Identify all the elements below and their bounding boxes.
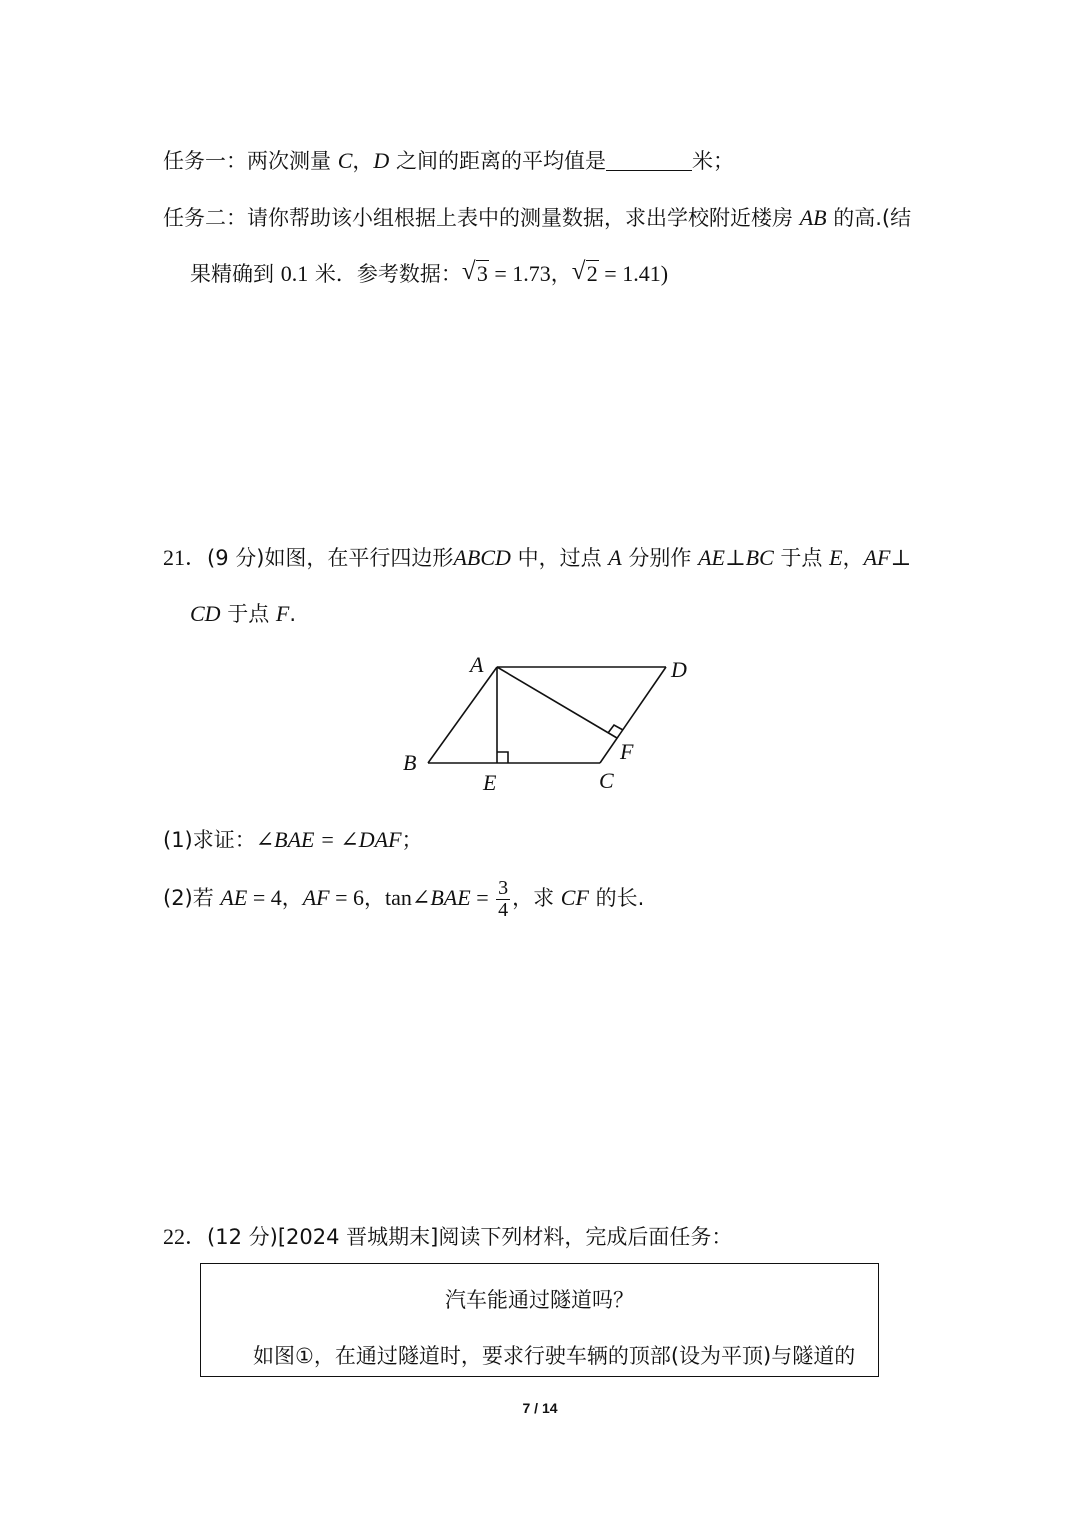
q22-number: 22．: [163, 1224, 208, 1249]
page-current: 7: [522, 1400, 531, 1416]
part1-prefix: (1)求证：: [163, 828, 256, 852]
task2-text-after: 的高.(结: [826, 206, 912, 230]
var-c: C: [337, 148, 353, 173]
q22-line: [163, 1226, 732, 1248]
q21-a: A: [608, 545, 622, 570]
fraction-denominator: 4: [498, 898, 509, 921]
task1-sep: ，: [352, 149, 374, 173]
part1-suffix: ；: [401, 828, 423, 852]
task2-line2-mid: 米．参考数据：: [308, 262, 462, 286]
fraction-3-4: [496, 878, 510, 921]
q21-text1: 如图，在平行四边形: [264, 546, 454, 570]
q21-ae-bc: AE⊥BC: [698, 545, 774, 570]
task2-line2-before: 果精确到: [190, 262, 281, 286]
task1-label: 任务一：: [163, 149, 247, 173]
q21-text4: 于点: [773, 546, 830, 570]
part2-af: AF: [302, 885, 330, 910]
part2-ae: AE: [220, 885, 248, 910]
label-d: D: [671, 657, 687, 682]
part2-eq: =: [470, 885, 495, 910]
q21-f: F: [275, 601, 290, 626]
label-b: B: [403, 750, 417, 775]
part2-text: ，求: [512, 886, 561, 910]
q21-text6: 于点: [220, 602, 276, 626]
q21-line1: [163, 547, 911, 569]
answer-blank[interactable]: [606, 150, 692, 171]
q21-part1: [163, 829, 423, 851]
label-c: C: [599, 768, 614, 793]
right-angle-e: [497, 752, 508, 763]
sqrt2-value: = 1.41): [598, 261, 669, 286]
page-number: [0, 1400, 1080, 1416]
q21-af-perp: AF⊥: [863, 545, 912, 570]
q22-source: [2024 晋城期末]: [277, 1225, 439, 1249]
page-total: 14: [541, 1400, 558, 1416]
material-title: 汽车能通过隧道吗？: [445, 1288, 634, 1312]
part2-tan: tan∠: [385, 885, 431, 910]
task2-text-before: 请你帮助该小组根据上表中的测量数据，求出学校附近楼房: [247, 206, 800, 230]
part2-bae: BAE: [430, 885, 471, 910]
precision-value: 0.1: [280, 261, 309, 286]
q21-abcd: ABCD: [453, 545, 511, 570]
label-a: A: [470, 652, 484, 677]
var-d: D: [373, 148, 390, 173]
part2-sep1: ，: [281, 886, 303, 910]
part2-af-val: = 6: [329, 885, 365, 910]
task2-line2: [190, 258, 669, 286]
part2-cf: CF: [560, 885, 589, 910]
sqrt3-expr: √ 3: [461, 258, 488, 286]
task1-line: [163, 150, 734, 172]
edge-ab: [428, 667, 497, 763]
page-sep: /: [530, 1400, 542, 1416]
material-box: [200, 1263, 879, 1377]
q21-text5: ，: [842, 546, 864, 570]
task2-sep: ，: [550, 262, 572, 286]
q22-points: (12 分): [207, 1225, 278, 1249]
parallelogram-figure: [390, 645, 710, 805]
segment-af: [497, 667, 617, 738]
q21-text7: .: [289, 602, 297, 626]
task1-text-mid: 之间的距离的平均值是: [389, 149, 606, 173]
fraction-numerator: 3: [498, 876, 509, 899]
q21-cd: CD: [190, 601, 221, 626]
sqrt2-expr: √ 2: [571, 258, 598, 286]
sqrt3-radicand: 3: [476, 261, 488, 286]
q21-number: 21．: [163, 545, 208, 570]
sqrt2-radicand: 2: [586, 261, 598, 286]
q21-part2: [163, 872, 644, 924]
task1-text-after: 米；: [691, 149, 734, 173]
sqrt3-value: = 1.73: [488, 261, 551, 286]
label-f: F: [620, 739, 634, 764]
task1-text-before: 两次测量: [247, 149, 338, 173]
q21-text2: 中，过点: [510, 546, 609, 570]
part2-ae-val: = 4: [247, 885, 282, 910]
part1-expr: ∠BAE = ∠DAF: [255, 827, 402, 852]
q21-points: (9 分): [207, 546, 265, 570]
var-ab: AB: [799, 205, 827, 230]
part2-prefix: (2)若: [163, 886, 221, 910]
q21-text3: 分别作: [621, 546, 699, 570]
label-e: E: [483, 770, 497, 795]
q22-text: 阅读下列材料，完成后面任务：: [438, 1225, 733, 1249]
part2-sep2: ，: [364, 886, 386, 910]
part2-end: 的长.: [588, 886, 645, 910]
material-body: 如图①，在通过隧道时，要求行驶车辆的顶部(设为平顶)与隧道的: [253, 1344, 856, 1368]
q21-e: E: [829, 545, 843, 570]
q21-line2: [190, 603, 296, 625]
task2-label: 任务二：: [163, 206, 247, 230]
task2-line1: [163, 207, 911, 229]
